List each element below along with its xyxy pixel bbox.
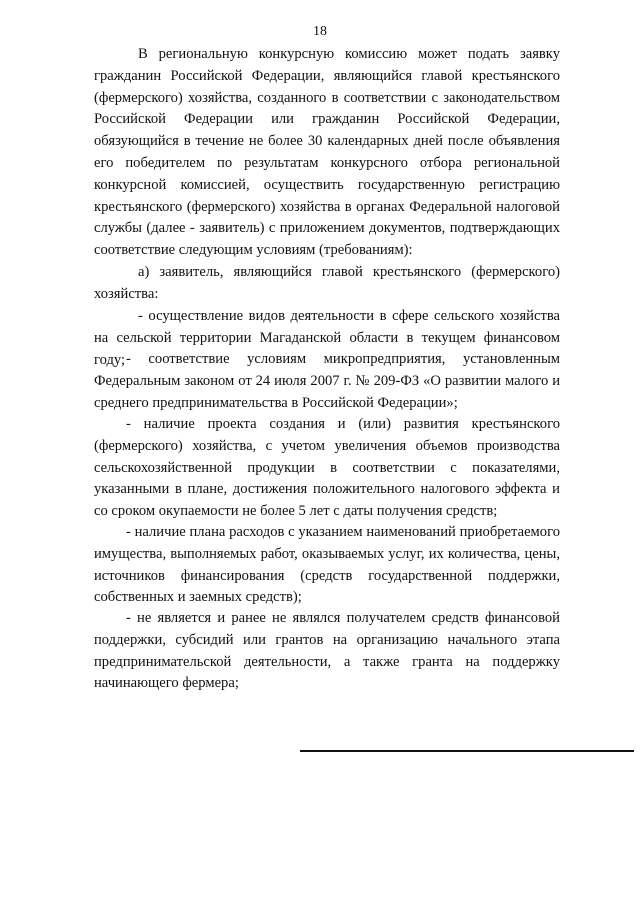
list-item-agricultural-activity: - осуществление видов деятельности в сфере сельского хозяйства на сельской территории Магаданской области в текущем финансовом году; — [94, 308, 560, 368]
paragraph-condition-a: а) заявитель, являющийся главой крестьянского (фермерского) хозяйства: — [94, 264, 560, 302]
list-item-microenterprise: - соответствие условиям микропредприятия, установленным Федеральным законом от 24 июля 2007 г. № 209-ФЗ «О развитии малого и среднего предпринимательства в Российской Федерации»; — [94, 351, 560, 411]
footer-divider — [300, 750, 634, 752]
list-item-expense-plan: - наличие плана расходов с указанием наименований приобретаемого имущества, выполняемых работ, оказываемых услуг, их количества, цены, источников финансирования (средств государственной поддержки, собственных и заемных средств); — [94, 524, 560, 606]
list-item-no-prior-support: - не является и ранее не являлся получателем средств финансовой поддержки, субсидий или грантов на организацию начального этапа предпринимательской деятельности, а также гранта на поддержку начинающего фермера; — [94, 610, 560, 692]
page-number: 18 — [313, 24, 327, 39]
paragraph-applicant-definition: В региональную конкурсную комиссию может подать заявку гражданин Российской Федерации, являющийся главой крестьянского (фермерского) хозяйства, созданного в соответствии с законодательством Российской Федерации или гражданин Российской Федерации, обязующийся в течение не более 30 календарных дней после объявления его победителем по результатам конкурсного отбора региональной конкурсной комиссией, осуществить государственную регистрацию крестьянского (фермерского) хозяйства в органах Федеральной налоговой службы (далее - заявитель) с приложением документов, подтверждающих соответствие следующим условиям (требованиям): — [94, 46, 560, 259]
list-item-development-project: - наличие проекта создания и (или) развития крестьянского (фермерского) хозяйства, с учетом увеличения объемов производства сельскохозяйственной продукции в соответствии с показателями, указанными в плане, достижения положительного налогового эффекта и со сроком окупаемости не более 5 лет с даты получения средств; — [94, 416, 560, 520]
